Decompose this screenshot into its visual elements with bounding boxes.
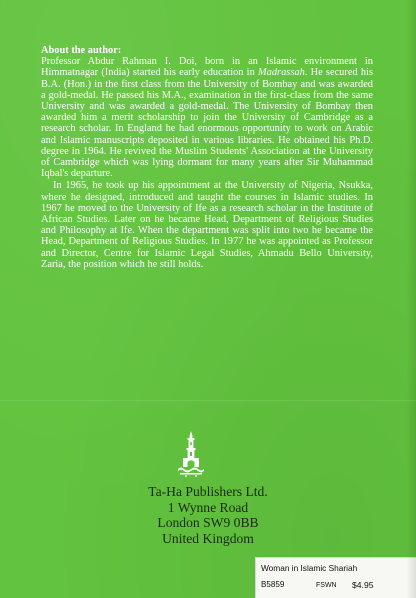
author-bio-paragraph-1: Professor Abdur Rahman I. Doi, born in an Islamic environment in Himmatnagar (India) started his early education in Madrassah. He secured his B.A. (Hon.) in the first class from the University of Bombay and was awarded a gold-medal. He passed his M.A., examination in the first-class from the same University and was awarded a gold-medal. The University of Bombay then awarded him a merit scholarship to join the University of Cambridge as a research scholar. In England he had enormous opportunity to work on Arabic and Islamic manuscripts deposited in various libraries. He obtained his Ph.D. degree in 1964. He revived the Muslim Students' Association at the University of Cambridge which was lying dormant for many years after Sir Muhammad Iqbal's departure. (41, 56, 373, 180)
about-author-heading: About the author: (41, 45, 122, 56)
author-bio-paragraph-2: In 1965, he took up his appointment at the University of Nigeria, Nsukka, where he designed, introduced and taught the courses in Islamic studies. In 1967 he moved to the University of Ife as a research scholar in the Institute of African Studies. Later on he became Head, Department of Religious Studies and Philosophy at Ife. When the department was split into two he became the Head, Department of Religious Studies. In 1977 he was appointed as Professor and Director, Centre for Islamic Legal Studies, Ahmadu Bello University, Zaria, the position which he still holds. (41, 180, 373, 270)
publisher-block (0, 484, 416, 546)
sticker-code: B5859 (261, 580, 285, 589)
madrassah-italic: Madrassah (258, 67, 305, 79)
publisher-address-line-2: London SW9 0BB (157, 515, 259, 531)
publisher-address-line-1: 1 Wynne Road (167, 499, 249, 515)
publisher-address-line-3: United Kingdom (162, 530, 254, 546)
sticker-location: FSWN (316, 582, 337, 589)
publisher-name: Ta-Ha Publishers Ltd. (148, 484, 268, 499)
sticker-book-title: Woman in Islamic Shariah (261, 563, 358, 573)
price-sticker (255, 557, 416, 598)
mosque-minaret-logo-icon (177, 431, 205, 477)
about-author-section (41, 45, 373, 270)
cover-crease (0, 400, 416, 401)
sticker-price: $4.95 (352, 580, 374, 590)
